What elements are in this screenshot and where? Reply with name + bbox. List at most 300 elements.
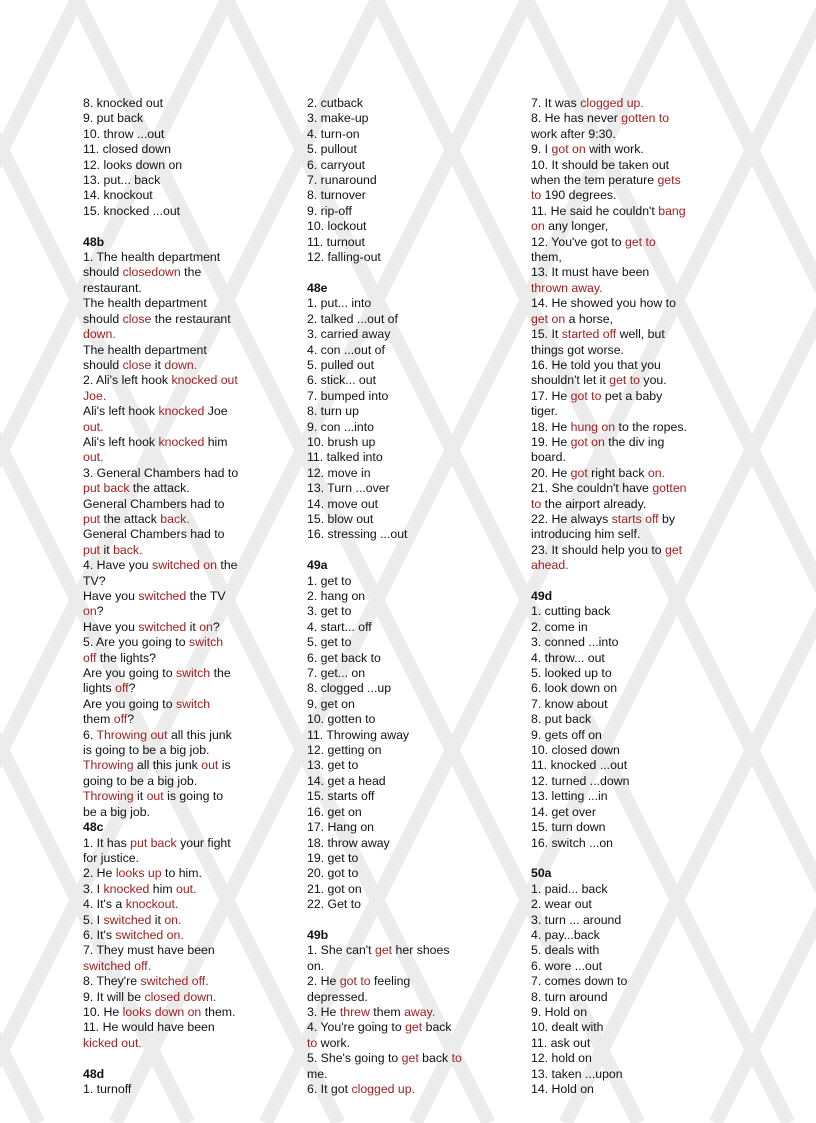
answer-text: 22. Get to: [307, 897, 362, 912]
answer-text: tiger.: [531, 404, 558, 419]
answer-line: [83, 327, 263, 342]
answer-text: 8. turn up: [307, 404, 359, 419]
answer-line: [307, 312, 487, 327]
answer-text: 11. talked into: [307, 450, 383, 465]
answer-text: him: [149, 881, 176, 896]
answer-line: [307, 758, 487, 773]
answer-line: [307, 820, 487, 835]
answer-line: [83, 943, 263, 958]
answer-text: 8. clogged ...up: [307, 681, 392, 696]
answer-text: 4. You're going to: [307, 1020, 406, 1035]
answer-text: 10. lockout: [307, 219, 367, 234]
answer-text: 9. get on: [307, 696, 355, 711]
answer-line: [307, 866, 487, 881]
answer-line: [531, 389, 711, 404]
answer-text: well, but: [616, 327, 665, 342]
answer-text: board.: [531, 450, 566, 465]
answer-text: 5. I: [83, 912, 104, 927]
answer-text: work.: [317, 1035, 351, 1050]
answer-text: 2. come in: [531, 619, 588, 634]
answer-line: [531, 1036, 711, 1051]
highlighted-phrasal-verb: on.: [164, 912, 182, 927]
answer-line: [83, 1082, 263, 1097]
answer-line: [531, 466, 711, 481]
answer-text: 10. closed down: [531, 743, 620, 758]
answer-line: [531, 913, 711, 928]
highlighted-phrasal-verb: ahead.: [531, 558, 569, 573]
answer-line: [83, 204, 263, 219]
answer-line: [307, 219, 487, 234]
answer-line: [307, 435, 487, 450]
answer-text: 12. looks down on: [83, 157, 183, 172]
answer-line: [531, 373, 711, 388]
answer-text: 4. It's a: [83, 897, 126, 912]
answer-text: 12. hold on: [531, 1051, 592, 1066]
answer-line: [83, 620, 263, 635]
answer-line: [83, 527, 263, 542]
answer-line: [531, 296, 711, 311]
answer-line: [307, 404, 487, 419]
answer-line: [307, 882, 487, 897]
answer-text: 5. pullout: [307, 142, 357, 157]
answer-line: [531, 681, 711, 696]
answer-text: 3. get to: [307, 604, 352, 619]
answer-line: [531, 188, 711, 203]
answer-text: 6. stick... out: [307, 373, 377, 388]
answer-line: [307, 836, 487, 851]
highlighted-phrasal-verb: out.: [83, 450, 104, 465]
answer-text: 5. get to: [307, 635, 352, 650]
answer-text: 8. They're: [83, 974, 141, 989]
answer-line: [531, 836, 711, 851]
highlighted-phrasal-verb: knocked: [103, 881, 150, 896]
answer-line: [531, 1082, 711, 1097]
answer-line: [531, 651, 711, 666]
answer-text: shouldn't let it: [531, 373, 610, 388]
answer-text: The health department: [83, 342, 207, 357]
answer-line: [83, 589, 263, 604]
answer-text: them: [83, 712, 114, 727]
answer-line: [531, 358, 711, 373]
answer-line: [531, 127, 711, 142]
answer-text: them: [369, 1004, 405, 1019]
answer-line: [531, 281, 711, 296]
answer-text: 10. gotten to: [307, 712, 376, 727]
answer-line: [531, 512, 711, 527]
answer-text: 22. He always: [531, 511, 612, 526]
answer-text: ?: [128, 681, 136, 696]
answer-text: 9. con ...into: [307, 419, 374, 434]
highlighted-phrasal-verb: gets: [657, 173, 681, 188]
highlighted-phrasal-verb: Throwing: [83, 789, 134, 804]
answer-line: [307, 620, 487, 635]
highlighted-phrasal-verb: out.: [175, 881, 197, 896]
highlighted-phrasal-verb: closedown: [122, 265, 181, 280]
highlighted-phrasal-verb: got on: [570, 434, 605, 449]
answer-text: 15. knocked ...out: [83, 203, 181, 218]
answer-line: [307, 142, 487, 157]
answer-text: 5. She's going to: [307, 1051, 402, 1066]
answer-text: things got worse.: [531, 342, 624, 357]
answer-line: [307, 697, 487, 712]
answer-text: 8. put back: [531, 712, 592, 727]
highlighted-phrasal-verb: get to: [624, 234, 656, 249]
answer-text: 18. He: [531, 419, 571, 434]
answer-text: 9. gets off on: [531, 727, 602, 742]
answer-text: 14. He showed you how to: [531, 296, 676, 311]
answer-line: [83, 404, 263, 419]
answer-text: be a big job.: [83, 804, 151, 819]
answer-line: [307, 789, 487, 804]
answer-text: 6. get back to: [307, 650, 381, 665]
answer-text: it: [151, 912, 165, 927]
highlighted-phrasal-verb: got to: [339, 974, 371, 989]
answer-line: [307, 389, 487, 404]
answer-line: [531, 943, 711, 958]
answer-line: [83, 127, 263, 142]
answer-text: 10. It should be taken out: [531, 157, 670, 172]
highlighted-phrasal-verb: gotten to: [621, 111, 670, 126]
answer-text: the TV: [186, 589, 226, 603]
answer-line: [83, 312, 263, 327]
answer-text: to the ropes.: [615, 419, 687, 434]
answer-text: Have you: [83, 619, 139, 634]
answer-text: feeling: [370, 974, 411, 989]
answer-line: [83, 497, 263, 512]
answer-line: [307, 651, 487, 666]
answer-line: [83, 142, 263, 157]
answer-line: [83, 574, 263, 589]
answer-line: [307, 358, 487, 373]
answer-line: [83, 265, 263, 280]
answer-line: [531, 450, 711, 465]
highlighted-phrasal-verb: looks up: [115, 866, 162, 881]
answer-text: Have you: [83, 589, 139, 603]
answer-text: a horse,: [565, 311, 614, 326]
answer-text: 12. getting on: [307, 743, 382, 758]
answer-line: [531, 666, 711, 681]
answer-text: 7. runaround: [307, 173, 377, 188]
answer-text: 14. Hold on: [531, 1082, 594, 1096]
answer-text: the: [180, 265, 202, 280]
answer-text: you.: [640, 373, 667, 388]
highlighted-phrasal-verb: kicked out.: [83, 1035, 142, 1050]
answer-text: by: [658, 511, 675, 526]
answer-line: [83, 281, 263, 296]
answer-line: [531, 96, 711, 111]
answer-line: [531, 620, 711, 635]
answer-line: [531, 111, 711, 126]
answer-text: Are you going to: [83, 696, 176, 711]
answer-line: [83, 158, 263, 173]
answer-text: 3. carried away: [307, 327, 391, 342]
answer-text: General Chambers had to: [83, 496, 225, 511]
highlighted-phrasal-verb: bang: [658, 203, 686, 218]
answer-text: 3. I: [83, 881, 104, 896]
blank-line: [83, 219, 263, 234]
answer-line: [307, 173, 487, 188]
highlighted-phrasal-verb: get: [374, 943, 393, 958]
answer-text: the: [216, 558, 238, 573]
answer-line: [307, 974, 487, 989]
blank-line: [307, 543, 487, 558]
highlighted-phrasal-verb: down.: [83, 327, 116, 342]
answer-text: 21. She couldn't have: [531, 481, 653, 496]
answer-text: 12. falling-out: [307, 250, 381, 265]
highlighted-phrasal-verb: back.: [160, 511, 190, 526]
highlighted-phrasal-verb: on: [199, 619, 213, 634]
highlighted-phrasal-verb: put back: [130, 835, 177, 850]
highlighted-phrasal-verb: switch: [188, 635, 224, 650]
answer-line: [531, 1067, 711, 1082]
answer-line: [307, 943, 487, 958]
highlighted-phrasal-verb: to: [531, 496, 542, 511]
answer-line: [83, 543, 263, 558]
highlighted-phrasal-verb: switched off.: [140, 974, 209, 989]
answer-line: [307, 604, 487, 619]
answer-text: me.: [307, 1066, 328, 1081]
highlighted-phrasal-verb: get on: [531, 311, 566, 326]
answer-text: the lights?: [96, 650, 156, 665]
answer-line: [531, 728, 711, 743]
answer-text: 6. It got: [307, 1082, 352, 1096]
answer-text: 1. She can't: [307, 943, 375, 958]
highlighted-phrasal-verb: got: [570, 465, 588, 480]
answer-text: 14. move out: [307, 496, 379, 511]
highlighted-phrasal-verb: Throwing out: [96, 727, 168, 742]
answer-line: [83, 743, 263, 758]
answer-text: 6.: [83, 727, 97, 742]
answer-text: 1. paid... back: [531, 881, 608, 896]
answer-text: 7. bumped into: [307, 388, 389, 403]
answer-text: 9. I: [531, 142, 552, 157]
answer-line: [531, 712, 711, 727]
answer-text: 3. conned ...into: [531, 635, 619, 650]
answer-text: 1. get to: [307, 573, 352, 588]
answer-line: [307, 959, 487, 974]
highlighted-phrasal-verb: away.: [404, 1004, 436, 1019]
answer-line: [531, 435, 711, 450]
answer-text: to him.: [161, 866, 202, 881]
highlighted-phrasal-verb: on.: [647, 465, 666, 480]
answer-text: should: [83, 311, 123, 326]
highlighted-phrasal-verb: out: [201, 758, 219, 773]
answer-line: [83, 959, 263, 974]
highlighted-phrasal-verb: knocked out: [171, 373, 238, 388]
answer-line: [307, 589, 487, 604]
highlighted-phrasal-verb: put: [83, 542, 101, 557]
answer-text: 13. It must have been: [531, 265, 650, 280]
section-heading: 49b: [307, 927, 329, 942]
answer-text: 7. know about: [531, 696, 608, 711]
answer-line: [83, 990, 263, 1005]
answer-line: [83, 389, 263, 404]
answer-line: [531, 204, 711, 219]
answer-text: 2. wear out: [531, 897, 592, 912]
answer-line: [83, 358, 263, 373]
answer-line: [307, 635, 487, 650]
answer-text: right back: [587, 465, 648, 480]
blank-line: [307, 913, 487, 928]
highlighted-phrasal-verb: switched: [103, 912, 152, 927]
answer-text: the: [210, 666, 231, 681]
highlighted-phrasal-verb: clogged up.: [580, 96, 644, 110]
answer-text: 7. It was: [531, 96, 581, 110]
answer-line: [307, 712, 487, 727]
answer-line: [83, 558, 263, 573]
highlighted-phrasal-verb: switch: [175, 666, 211, 681]
answer-line: [307, 512, 487, 527]
answer-line: [531, 974, 711, 989]
answer-line: [531, 635, 711, 650]
answer-text: 6. carryout: [307, 157, 366, 172]
answer-text: 14. get a head: [307, 773, 386, 788]
answer-line: [83, 173, 263, 188]
highlighted-phrasal-verb: knocked: [158, 404, 205, 419]
highlighted-phrasal-verb: starts off: [611, 511, 659, 526]
answer-text: 15. blow out: [307, 511, 374, 526]
answer-text: 4. throw... out: [531, 650, 605, 665]
answer-line: [307, 1036, 487, 1051]
answer-text: 15. starts off: [307, 789, 375, 804]
answer-text: 7. comes down to: [531, 974, 628, 989]
answer-text: ?: [96, 604, 104, 619]
answer-line: [531, 158, 711, 173]
answer-text: back: [422, 1020, 452, 1035]
answer-text: 3. turn ... around: [531, 912, 622, 927]
answer-text: them,: [531, 250, 562, 265]
highlighted-phrasal-verb: hung on: [570, 419, 616, 434]
answer-line: [83, 805, 263, 820]
answer-line: [83, 435, 263, 450]
answer-line: [83, 512, 263, 527]
answer-line: [307, 1082, 487, 1097]
answer-line: [307, 774, 487, 789]
highlighted-phrasal-verb: switched on: [152, 558, 217, 573]
answer-text: ?: [212, 619, 220, 634]
answer-text: him: [204, 434, 228, 449]
answer-line: [307, 158, 487, 173]
answer-text: the restaurant: [151, 311, 231, 326]
answer-text: 3. General Chambers had to: [83, 465, 239, 480]
answer-text: 19. get to: [307, 850, 359, 865]
answer-text: 2. hang on: [307, 589, 366, 603]
answer-line: [307, 466, 487, 481]
answer-line: [83, 897, 263, 912]
answer-text: 10. dealt with: [531, 1020, 604, 1035]
answer-text: 7. They must have been: [83, 943, 215, 958]
answer-line: [307, 1005, 487, 1020]
answer-text: Ali's left hook: [83, 404, 159, 419]
highlighted-phrasal-verb: switched: [138, 619, 187, 634]
answer-text: your fight: [176, 835, 231, 850]
highlighted-phrasal-verb: off: [113, 712, 128, 727]
answer-text: 9. It will be: [83, 989, 145, 1004]
answer-text: 190 degrees.: [541, 188, 617, 203]
answer-text: is: [218, 758, 231, 773]
highlighted-phrasal-verb: get: [665, 542, 683, 557]
answer-line: [531, 312, 711, 327]
answer-text: introducing him self.: [531, 527, 641, 542]
answer-line: [83, 296, 263, 311]
answer-line: [83, 851, 263, 866]
highlighted-phrasal-verb: started off: [561, 327, 617, 342]
answer-line: [307, 743, 487, 758]
answer-line: [531, 882, 711, 897]
answer-text: 4. pay...back: [531, 927, 600, 942]
highlighted-phrasal-verb: put back: [83, 481, 130, 496]
answer-text: it: [100, 542, 114, 557]
highlighted-phrasal-verb: switched on.: [115, 927, 184, 942]
answer-line: [307, 990, 487, 1005]
answer-text: 5. deals with: [531, 943, 600, 958]
answer-text: 15. It: [531, 327, 562, 342]
answer-text: 2. cutback: [307, 96, 364, 110]
section-heading: 48e: [307, 280, 328, 295]
answer-line: [307, 728, 487, 743]
answer-text: 8. turn around: [531, 989, 608, 1004]
answer-line: [531, 774, 711, 789]
highlighted-phrasal-verb: out.: [83, 419, 104, 434]
highlighted-phrasal-verb: switched off.: [83, 958, 152, 973]
answer-line: [531, 404, 711, 419]
answer-text: 18. throw away: [307, 835, 390, 850]
answer-line: [83, 481, 263, 496]
answer-text: 14. get over: [531, 804, 596, 819]
answer-line: [307, 235, 487, 250]
answer-line: [83, 1005, 263, 1020]
answer-text: 2. Ali's left hook: [83, 373, 172, 388]
answer-text: 10. brush up: [307, 434, 376, 449]
answer-line: [83, 974, 263, 989]
answer-text: 3. make-up: [307, 111, 369, 126]
answer-text: 23. It should help you to: [531, 542, 665, 557]
answer-text: her shoes: [392, 943, 450, 958]
answer-text: the attack: [100, 511, 161, 526]
answer-text: General Chambers had to: [83, 527, 225, 542]
answer-line: [531, 327, 711, 342]
answer-line: [83, 635, 263, 650]
answer-text: The health department: [83, 296, 207, 311]
answer-text: 20. He: [531, 465, 571, 480]
answer-line: [83, 188, 263, 203]
answer-text: 13. taken ...upon: [531, 1066, 623, 1081]
answer-text: 11. closed down: [83, 142, 171, 157]
answer-text: the div ing: [604, 434, 665, 449]
answer-text: 11. He would have been: [83, 1020, 215, 1035]
answer-text: 16. He told you that you: [531, 357, 661, 372]
answer-text: 5. pulled out: [307, 357, 375, 372]
answer-line: [531, 897, 711, 912]
answer-text: 16. get on: [307, 804, 362, 819]
answer-text: 4. Have you: [83, 558, 153, 573]
answer-line: [531, 1051, 711, 1066]
answer-text: for justice.: [83, 850, 140, 865]
answer-text: 2. He: [307, 974, 340, 989]
answer-text: it: [133, 789, 147, 804]
answer-text: 8. turnover: [307, 188, 366, 203]
answer-line: [83, 728, 263, 743]
highlighted-phrasal-verb: on: [531, 219, 545, 234]
highlighted-phrasal-verb: thrown away.: [531, 280, 603, 295]
answer-text: Ali's left hook: [83, 434, 159, 449]
answer-text: back: [418, 1051, 452, 1066]
answer-text: 1. turnoff: [83, 1082, 132, 1096]
answer-text: 21. got on: [307, 881, 362, 896]
answer-text: restaurant.: [83, 280, 142, 295]
answer-line: [307, 574, 487, 589]
answer-text: 11. ask out: [531, 1035, 591, 1050]
